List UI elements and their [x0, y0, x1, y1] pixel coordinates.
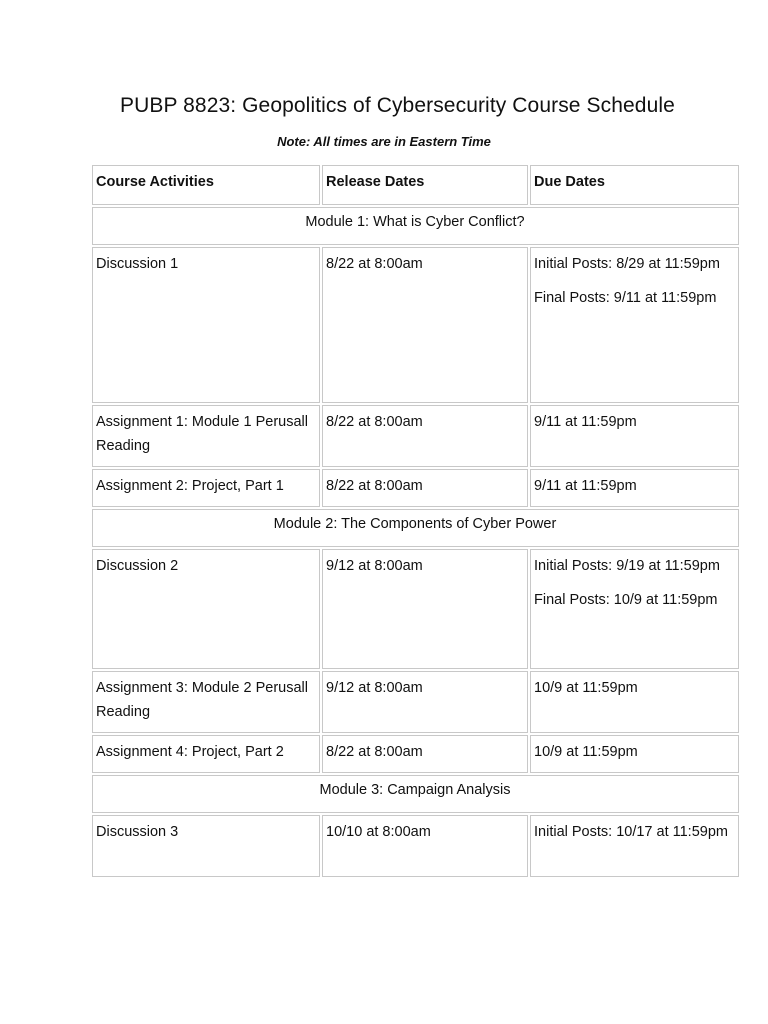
release-date-cell: 8/22 at 8:00am [322, 405, 528, 467]
module-title: Module 3: Campaign Analysis [92, 775, 739, 813]
module-row [92, 207, 739, 245]
due-date-cell [530, 247, 739, 403]
table-row [92, 247, 739, 403]
activity-cell: Discussion 1 [92, 247, 320, 403]
course-schedule-table [90, 163, 741, 879]
module-row [92, 509, 739, 547]
due-date-cell: 10/9 at 11:59pm [530, 735, 739, 773]
release-date-cell: 9/12 at 8:00am [322, 549, 528, 669]
table-row [92, 405, 739, 467]
due-date-cell: Initial Posts: 10/17 at 11:59pm [530, 815, 739, 877]
table-row [92, 815, 739, 877]
due-date-cell: 9/11 at 11:59pm [530, 405, 739, 467]
activity-cell: Assignment 3: Module 2 Perusall Reading [92, 671, 320, 733]
release-date-cell: 8/22 at 8:00am [322, 469, 528, 507]
due-date-cell: 9/11 at 11:59pm [530, 469, 739, 507]
page-title: PUBP 8823: Geopolitics of Cybersecurity Course Schedule [120, 94, 675, 117]
activity-cell: Assignment 4: Project, Part 2 [92, 735, 320, 773]
header-due-dates: Due Dates [530, 165, 739, 205]
time-zone-note: Note: All times are in Eastern Time [277, 134, 491, 149]
initial-posts-due: Initial Posts: 9/19 at 11:59pm [534, 558, 720, 574]
table-row [92, 735, 739, 773]
due-date-cell: 10/9 at 11:59pm [530, 671, 739, 733]
release-date-cell: 8/22 at 8:00am [322, 735, 528, 773]
module-row [92, 775, 739, 813]
release-date-cell: 9/12 at 8:00am [322, 671, 528, 733]
due-date-cell [530, 549, 739, 669]
release-date-cell: 10/10 at 8:00am [322, 815, 528, 877]
activity-cell: Assignment 1: Module 1 Perusall Reading [92, 405, 320, 467]
release-date-cell: 8/22 at 8:00am [322, 247, 528, 403]
activity-cell: Discussion 3 [92, 815, 320, 877]
header-release-dates: Release Dates [322, 165, 528, 205]
module-title: Module 2: The Components of Cyber Power [92, 509, 739, 547]
table-row [92, 671, 739, 733]
activity-cell: Assignment 2: Project, Part 1 [92, 469, 320, 507]
module-title: Module 1: What is Cyber Conflict? [92, 207, 739, 245]
table-row [92, 549, 739, 669]
initial-posts-due: Initial Posts: 8/29 at 11:59pm [534, 256, 720, 272]
header-course-activities: Course Activities [92, 165, 320, 205]
activity-cell: Discussion 2 [92, 549, 320, 669]
final-posts-due: Final Posts: 9/11 at 11:59pm [534, 290, 717, 306]
table-row [92, 469, 739, 507]
final-posts-due: Final Posts: 10/9 at 11:59pm [534, 592, 718, 608]
table-header-row [92, 165, 739, 205]
